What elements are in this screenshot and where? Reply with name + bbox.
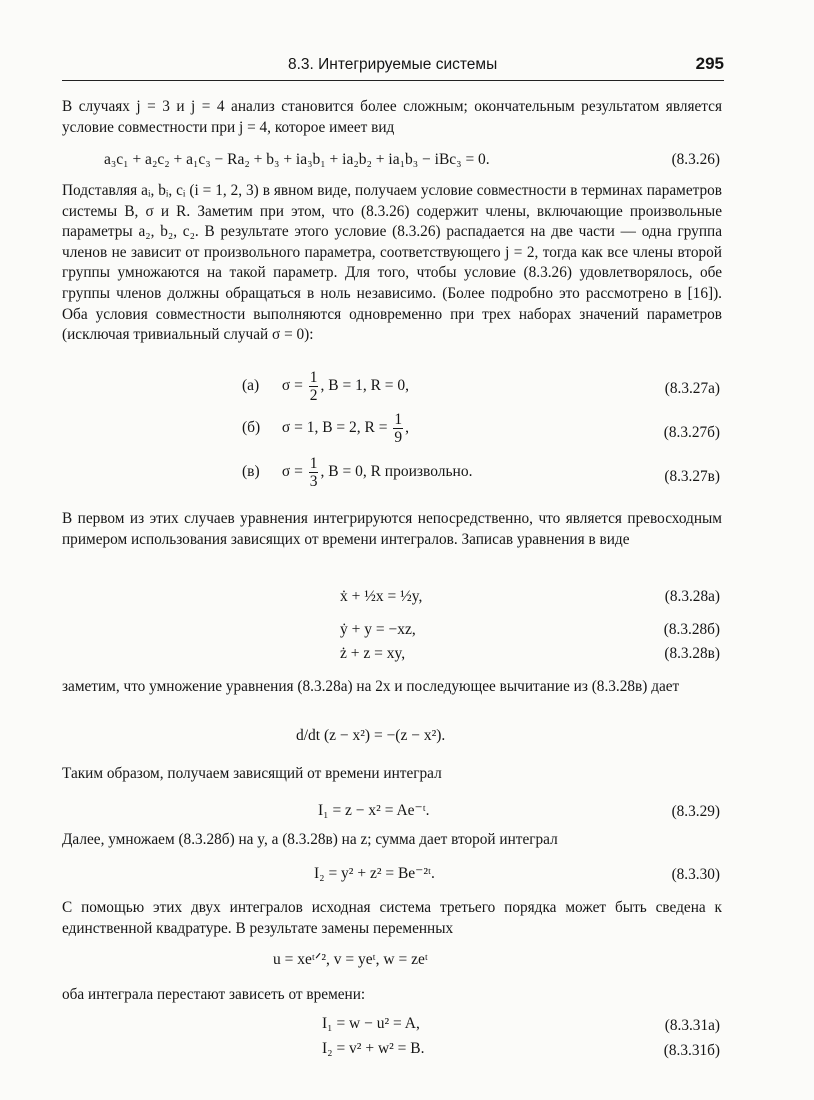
equation-8-3-31b: I₂ = v² + w² = B.	[322, 1040, 425, 1057]
equation-number-8-3-26: (8.3.26)	[671, 151, 720, 168]
paragraph-6: Далее, умножаем (8.3.28б) на y, а (8.3.28в) на z; сумма дает второй интеграл	[62, 831, 558, 848]
equation-number-8-3-28c: (8.3.28в)	[664, 645, 720, 662]
case-lhs: σ =	[281, 377, 303, 395]
paragraph-4: заметим, что умножение уравнения (8.3.28а) на 2x и последующее вычитание из (8.3.28в) дает	[62, 678, 680, 695]
running-header	[62, 56, 724, 81]
fraction: $\frac{1}{3}$	[309, 455, 318, 490]
paragraph-5: Таким образом, получаем зависящий от времени интеграл	[62, 765, 442, 782]
header-title: 8.3. Интегрируемые системы	[288, 56, 498, 73]
case-rest: , B = 0, R произвольно.	[320, 463, 473, 481]
fraction: $\frac{1}{9}$	[394, 411, 403, 446]
equation-8-3-31a: I₁ = w − u² = A,	[322, 1015, 420, 1032]
equation-8-3-30: I₂ = y² + z² = Be⁻²ᵗ.	[314, 865, 435, 882]
paragraph-7: С помощью этих двух интегралов исходная система третьего порядка может быть сведена к единственной квадратуре. В результате замены переменных	[62, 899, 722, 937]
page-number: 295	[695, 54, 724, 73]
equation-number-8-3-31b: (8.3.31б)	[663, 1042, 720, 1059]
equation-8-3-26: a₃c₁ + a₂c₂ + a₁c₃ − Ra₂ + b₃ + ia₃b₁ + ia₂b₂ + ia₁b₃ − iBc₃ = 0.	[104, 151, 490, 168]
case-label: (в)	[242, 463, 260, 481]
equation-ddt: d/dt (z − x²) = −(z − x²).	[296, 727, 446, 744]
case-b	[242, 411, 409, 446]
paragraph-3: В первом из этих случаев уравнения интегрируются непосредственно, что является превосходным примером использования зависящих от времени интегралов. Записав уравнения в виде	[62, 510, 722, 548]
case-label: (а)	[242, 377, 260, 395]
equation-substitution: u = xeᵗᐟ², v = yeᵗ, w = zeᵗ	[273, 951, 428, 968]
equation-8-3-28a: ẋ + ½x = ½y,	[340, 588, 423, 605]
paragraph-2: Подставляя aᵢ, bᵢ, cᵢ (i = 1, 2, 3) в явном виде, получаем условие совместности в терминах параметров системы B, σ и R. Заметим при этом, что (8.3.26) содержит члены, включающие произвольные параметры a₂, b₂, c₂. В результате этого условие (8.3.26) распадается на две части — одна группа членов не зависит от произвольного параметра, соответствующего j = 2, тогда как все члены второй группы умножаются на такой параметр. Для того, чтобы условие (8.3.26) удовлетворялось, обе группы членов должны обращаться в ноль независимо. (Более подробно это рассмотрено в [16]). Оба условия совместности выполняются одновременно при трех наборах значений параметров (исключая тривиальный случай σ = 0):	[62, 182, 722, 344]
equation-number-8-3-31a: (8.3.31а)	[664, 1017, 720, 1034]
equation-number-8-3-27b: (8.3.27б)	[663, 424, 720, 441]
case-rest: ,	[405, 419, 410, 437]
fraction: $\frac{1}{2}$	[309, 369, 318, 404]
case-lhs: σ =	[281, 463, 303, 481]
equation-8-3-29: I₁ = z − x² = Ae⁻ᵗ.	[318, 802, 430, 819]
equation-8-3-28b: ẏ + y = −xz,	[340, 621, 416, 638]
equation-number-8-3-28b: (8.3.28б)	[663, 621, 720, 638]
paragraph-8: оба интеграла перестают зависеть от времени:	[62, 986, 366, 1003]
case-c	[242, 455, 472, 490]
equation-8-3-28c: ż + z = xy,	[340, 645, 406, 662]
case-label: (б)	[242, 419, 261, 437]
equation-number-8-3-29: (8.3.29)	[671, 803, 720, 820]
equation-number-8-3-27a: (8.3.27а)	[664, 380, 720, 397]
case-a	[242, 369, 409, 404]
case-rest: , B = 1, R = 0,	[320, 377, 410, 395]
case-lhs: σ = 1, B = 2, R =	[281, 419, 388, 437]
paragraph-1: В случаях j = 3 и j = 4 анализ становится более сложным; окончательным результатом является условие совместности при j = 4, которое имеет вид	[62, 98, 722, 136]
equation-number-8-3-27c: (8.3.27в)	[664, 468, 720, 485]
equation-number-8-3-28a: (8.3.28а)	[664, 588, 720, 605]
equation-number-8-3-30: (8.3.30)	[671, 866, 720, 883]
